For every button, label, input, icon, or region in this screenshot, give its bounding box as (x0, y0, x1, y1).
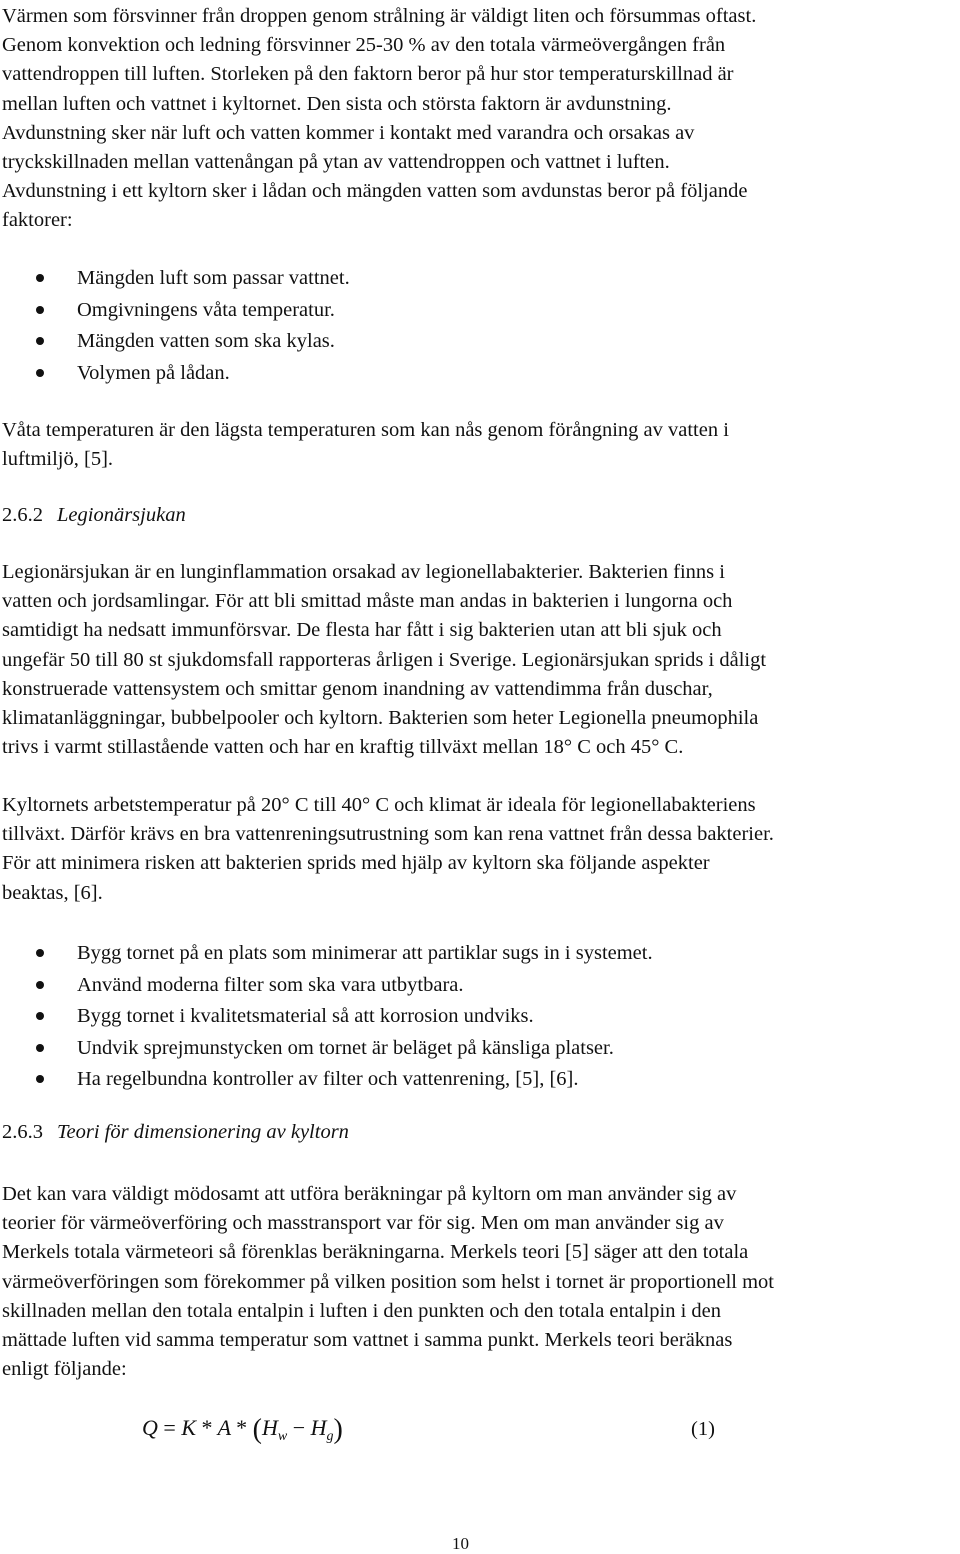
equation-subscript-w: w (277, 1429, 288, 1444)
text-line: Merkels totala värmeteori så förenklas beräkningarna. Merkels teori [5] säger att den totala (2, 1241, 749, 1264)
text-line: faktorer: (2, 209, 73, 232)
list-item (0, 938, 958, 970)
list-item (0, 263, 958, 295)
paragraph-heat-transfer (2, 2, 960, 236)
list-item-text: Använd moderna filter som ska vara utbytbara. (77, 973, 464, 996)
equation-a: A (217, 1415, 231, 1440)
section-title: Teori för dimensionering av kyltorn (57, 1121, 349, 1143)
equation-number: (1) (691, 1418, 715, 1440)
text-line: enligt följande: (2, 1358, 127, 1381)
text-line: luftmiljö, [5]. (2, 448, 114, 471)
bullet-icon (36, 981, 44, 989)
list-item (0, 358, 958, 390)
paragraph-wet-temperature (2, 416, 960, 474)
equation-times: * (236, 1415, 248, 1440)
list-item (0, 1001, 958, 1033)
list-item-text: Bygg tornet i kvalitetsmaterial så att korrosion undviks. (77, 1005, 534, 1027)
equation-k: K (181, 1415, 196, 1440)
text-line: värmeöverföringen som förekommer på vilken position som helst i tornet är proportionell mot (2, 1270, 774, 1293)
equation-right-paren: ) (333, 1414, 343, 1445)
list-item-text: Bygg tornet på en plats som minimerar att partiklar sugs in i systemet. (77, 942, 653, 964)
paragraph-merkel-theory (2, 1180, 960, 1384)
text-line: mättade luften vid samma temperatur som vattnet i samma punkt. Merkels teori beräknas (2, 1329, 733, 1352)
text-line: skillnaden mellan den totala entalpin i luften i den punkten och den totala entalpin i den (2, 1299, 722, 1322)
text-line: För att minimera risken att bakterien sprids med hjälp av kyltorn ska följande aspekter (2, 852, 710, 875)
text-line: Legionärsjukan är en lunginflammation orsakad av legionellabakterier. Bakterien finns i (2, 561, 725, 583)
bullet-icon (36, 274, 44, 282)
text-line: tryckskillnaden mellan vattenångan på ytan av vattendroppen och vattnet i luften. (2, 151, 670, 174)
bullet-icon (36, 369, 44, 377)
list-item (0, 295, 958, 327)
section-number: 2.6.2 (2, 504, 43, 526)
list-item-text: Volymen på lådan. (77, 361, 230, 384)
section-heading-legionnaires (2, 504, 186, 527)
equation-h-water: H (261, 1415, 278, 1440)
bullet-icon (36, 1012, 44, 1020)
list-item (0, 1033, 958, 1065)
merkel-equation (142, 1414, 722, 1450)
list-item (0, 970, 958, 1002)
text-line: tillväxt. Därför krävs en bra vattenreningsutrustning som kan rena vattnet från dessa bakterier. (2, 823, 774, 846)
bullet-icon (36, 337, 44, 345)
text-line: vattendroppen till luften. Storleken på den faktorn beror på hur stor temperaturskillnad är (2, 63, 734, 86)
text-line: teorier för värmeöverföring och masstransport var för sig. Men om man använder sig av (2, 1212, 724, 1235)
bullet-icon (36, 306, 44, 314)
bullet-icon (36, 1075, 44, 1083)
list-item-text: Mängden vatten som ska kylas. (77, 330, 335, 352)
equation-times: * (201, 1415, 213, 1440)
list-item-text: Omgivningens våta temperatur. (77, 298, 335, 321)
equation-equals: = (163, 1415, 176, 1440)
text-line: ungefär 50 till 80 st sjukdomsfall rapporteras årligen i Sverige. Legionärsjukan sprids i dåligt (2, 648, 767, 671)
equation-h-gas: H (310, 1415, 327, 1440)
evaporation-factors-list (0, 263, 958, 389)
text-line: beaktas, [6]. (2, 881, 103, 904)
bullet-icon (36, 1044, 44, 1052)
text-line: samtidigt ha nedsatt immunförsvar. De flesta har fått i sig bakterien utan att bli sjuk och (2, 619, 722, 642)
paragraph-operating-temperature (2, 791, 960, 908)
text-line: Avdunstning sker när luft och vatten kommer i kontakt med varandra och orsakas av (2, 121, 695, 144)
text-line: mellan luften och vattnet i kyltornet. Den sista och största faktorn är avdunstning. (2, 92, 672, 115)
text-line: Våta temperaturen är den lägsta temperaturen som kan nås genom förångning av vatten i (2, 419, 729, 441)
text-line: Avdunstning i ett kyltorn sker i lådan och mängden vatten som avdunstas beror på följande (2, 180, 748, 203)
list-item (0, 326, 958, 358)
list-item-text: Undvik sprejmunstycken om tornet är beläget på känsliga platser. (77, 1036, 614, 1059)
bullet-icon (36, 949, 44, 957)
text-line: vatten och jordsamlingar. För att bli smittad måste man andas in bakterien i lungorna och (2, 590, 733, 613)
page-number: 10 (452, 1534, 469, 1553)
section-number: 2.6.3 (2, 1121, 43, 1143)
equation-left-paren: ( (252, 1414, 262, 1445)
text-line: konstruerade vattensystem och smittar genom inandning av vattendimma från duschar, (2, 677, 713, 700)
list-item-text: Ha regelbundna kontroller av filter och vattenrening, [5], [6]. (77, 1068, 579, 1090)
section-title: Legionärsjukan (57, 504, 186, 526)
text-line: Genom konvektion och ledning försvinner 25-30 % av den totala värmeövergången från (2, 34, 726, 57)
paragraph-legionnaires (2, 558, 960, 762)
list-item (0, 1064, 958, 1096)
text-line: trivs i varmt stillastående vatten och har en kraftig tillväxt mellan 18° C och 45° C. (2, 736, 684, 759)
text-line: Värmen som försvinner från droppen genom strålning är väldigt liten och försummas oftast. (2, 5, 757, 27)
text-line: Kyltornets arbetstemperatur på 20° C till 40° C och klimat är ideala för legionellabakteriens (2, 794, 756, 816)
equation-minus: − (292, 1415, 306, 1440)
equation-subscript-g: g (326, 1429, 334, 1444)
list-item-text: Mängden luft som passar vattnet. (77, 267, 350, 289)
text-line: Det kan vara väldigt mödosamt att utföra beräkningar på kyltorn om man använder sig av (2, 1183, 737, 1205)
section-heading-cooling-tower-theory (2, 1121, 349, 1144)
equation-lhs: Q (142, 1415, 158, 1440)
text-line: klimatanläggningar, bubbelpooler och kyltorn. Bakterien som heter Legionella pneumophila (2, 707, 759, 730)
prevention-aspects-list (0, 938, 958, 1096)
